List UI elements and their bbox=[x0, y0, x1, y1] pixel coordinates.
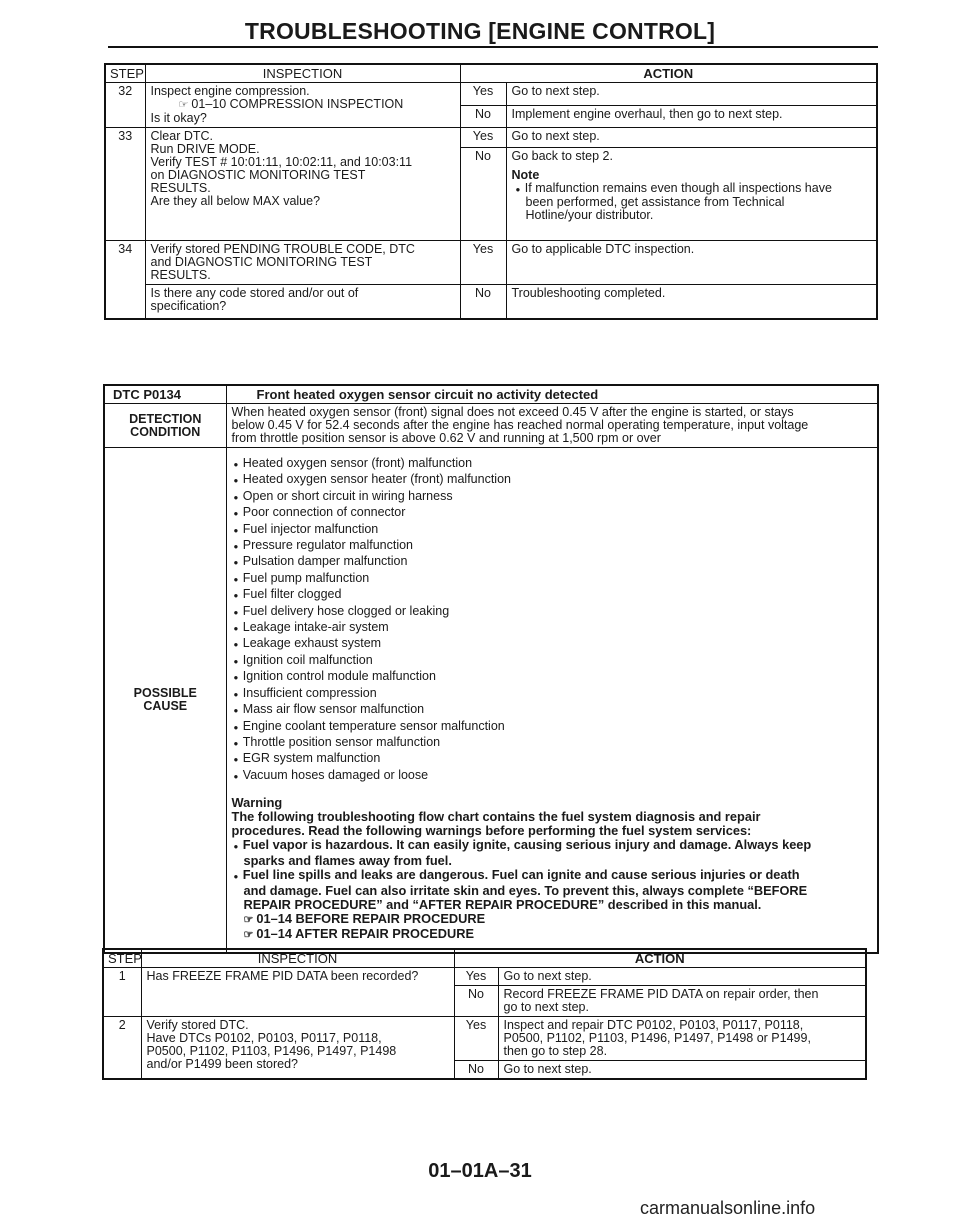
no-label: No bbox=[460, 105, 506, 128]
step-number: 33 bbox=[105, 128, 145, 241]
steps-table-1 bbox=[104, 63, 878, 320]
note-title: Note bbox=[511, 168, 540, 182]
yes-action: Go to next step. bbox=[506, 128, 877, 148]
table-header-row bbox=[103, 949, 866, 968]
no-label: No bbox=[460, 148, 506, 241]
inspection-header: INSPECTION bbox=[141, 949, 454, 968]
detection-row bbox=[104, 404, 878, 448]
list-item: ● Vacuum hoses damaged or loose bbox=[232, 768, 873, 784]
dtc-header-row bbox=[104, 385, 878, 404]
action-header: ACTION bbox=[460, 64, 877, 83]
list-item: ● Leakage exhaust system bbox=[232, 636, 873, 652]
no-action: Go back to step 2. bbox=[511, 149, 613, 163]
no-label: No bbox=[460, 285, 506, 319]
list-item: ● Throttle position sensor malfunction bbox=[232, 735, 873, 751]
list-item: ● Heated oxygen sensor heater (front) malfunction bbox=[232, 472, 873, 488]
list-item: ● Fuel delivery hose clogged or leaking bbox=[232, 604, 873, 620]
list-item: ● Engine coolant temperature sensor malfunction bbox=[232, 719, 873, 735]
inspection-cell: Verify stored DTC. Have DTCs P0102, P0103, P0117, P0118, P0500, P1102, P1103, P1496, P1497, P1498 and/or P1499 been stored? bbox=[141, 1017, 454, 1080]
list-item: ● Fuel pump malfunction bbox=[232, 571, 873, 587]
yes-label: Yes bbox=[460, 128, 506, 148]
dtc-name: Front heated oxygen sensor circuit no activity detected bbox=[226, 385, 878, 404]
no-action: Record FREEZE FRAME PID DATA on repair order, then go to next step. bbox=[498, 986, 866, 1017]
reference-link: ☞ 01–10 COMPRESSION INSPECTION bbox=[151, 98, 455, 112]
yes-label: Yes bbox=[460, 241, 506, 285]
detection-label: DETECTION CONDITION bbox=[104, 404, 226, 448]
step-header: STEP bbox=[103, 949, 141, 968]
list-item: ● Mass air flow sensor malfunction bbox=[232, 702, 873, 718]
page-code: 01–01A–31 bbox=[428, 1160, 532, 1182]
yes-action: Go to applicable DTC inspection. bbox=[506, 241, 877, 285]
table-row bbox=[103, 1017, 866, 1061]
table-row bbox=[105, 128, 877, 148]
list-item: ● Ignition coil malfunction bbox=[232, 653, 873, 669]
inspection-header: INSPECTION bbox=[145, 64, 460, 83]
title-rule bbox=[108, 46, 878, 48]
list-item: ● Ignition control module malfunction bbox=[232, 669, 873, 685]
yes-label: Yes bbox=[460, 83, 506, 106]
yes-action: Inspect and repair DTC P0102, P0103, P0117, P0118, P0500, P1102, P1103, P1496, P1497, P1498 or P1499, then go to step 28. bbox=[498, 1017, 866, 1061]
table-row bbox=[105, 285, 877, 319]
list-item: ● Pulsation damper malfunction bbox=[232, 554, 873, 570]
no-action: Troubleshooting completed. bbox=[506, 285, 877, 319]
yes-label: Yes bbox=[454, 1017, 498, 1061]
yes-action: Go to next step. bbox=[506, 83, 877, 106]
no-action: Implement engine overhaul, then go to next step. bbox=[506, 105, 877, 128]
table-header-row bbox=[105, 64, 877, 83]
reference-link: ☞ 01–14 AFTER REPAIR PROCEDURE bbox=[232, 927, 873, 942]
step-number: 32 bbox=[105, 83, 145, 128]
list-item: ● Insufficient compression bbox=[232, 686, 873, 702]
warning-block: Warning The following troubleshooting flow chart contains the fuel system diagnosis and repair procedures. Read the following warnings before performing the fuel system services: ● Fuel vapor is hazardous. It can easily ignite, causing serious injury and damage. Always keep sparks and flames away from fuel. ● Fuel line spills and leaks are dangerous. Fuel can ignite and cause serious injuries or death and damage. Fuel can also irritate skin and eyes. To prevent this, always complete “BEFORE REPAIR PROCEDURE” and “AFTER REPAIR PROCEDURE” described in this manual. ☞ 01–14 BEFORE REPAIR PROCEDURE ☞ 01–14 AFTER REPAIR PROCEDURE bbox=[232, 796, 873, 942]
no-action-cell: Go back to step 2. Note ● If malfunction remains even though all inspections have been performed, get assistance from Technical Hotline/your distributor. bbox=[506, 148, 877, 241]
step-number: 1 bbox=[103, 968, 141, 1017]
watermark: carmanualsonline.info bbox=[640, 1198, 816, 1218]
cause-row bbox=[104, 448, 878, 954]
cause-list bbox=[232, 456, 873, 784]
yes-label: Yes bbox=[454, 968, 498, 986]
note-text: ● If malfunction remains even though all inspections have bbox=[512, 182, 872, 196]
no-label: No bbox=[454, 1061, 498, 1080]
list-item: ● Leakage intake-air system bbox=[232, 620, 873, 636]
list-item: ● EGR system malfunction bbox=[232, 751, 873, 767]
cause-cell bbox=[226, 448, 878, 954]
table-row bbox=[103, 968, 866, 986]
list-item: ● Fuel injector malfunction bbox=[232, 522, 873, 538]
list-item: ● Fuel filter clogged bbox=[232, 587, 873, 603]
table-row bbox=[105, 83, 877, 106]
list-item: ● Open or short circuit in wiring harness bbox=[232, 489, 873, 505]
step-header: STEP bbox=[105, 64, 145, 83]
steps-table-2 bbox=[102, 948, 867, 1080]
list-item: ● Poor connection of connector bbox=[232, 505, 873, 521]
inspection-cell: Verify stored PENDING TROUBLE CODE, DTC and DIAGNOSTIC MONITORING TEST RESULTS. bbox=[145, 241, 460, 285]
inspection-cell: Is there any code stored and/or out of specification? bbox=[145, 285, 460, 319]
inspection-cell: Has FREEZE FRAME PID DATA been recorded? bbox=[141, 968, 454, 1017]
step-number: 2 bbox=[103, 1017, 141, 1080]
dtc-code: DTC P0134 bbox=[104, 385, 226, 404]
table-row bbox=[105, 241, 877, 285]
list-item: ● Heated oxygen sensor (front) malfunction bbox=[232, 456, 873, 472]
page-title: TROUBLESHOOTING [ENGINE CONTROL] bbox=[244, 18, 716, 44]
no-label: No bbox=[454, 986, 498, 1017]
detection-text: When heated oxygen sensor (front) signal does not exceed 0.45 V after the engine is started, or stays below 0.45 V for 52.4 seconds after the engine has reached normal operating temperature, input voltage from throttle position sensor is above 0.62 V and running at 1,500 rpm or over bbox=[226, 404, 878, 448]
action-header: ACTION bbox=[454, 949, 866, 968]
cause-label: POSSIBLE CAUSE bbox=[104, 448, 226, 954]
warning-title: Warning bbox=[231, 795, 283, 811]
dtc-table bbox=[103, 384, 879, 954]
inspection-cell: Clear DTC. Run DRIVE MODE. Verify TEST # 10:01:11, 10:02:11, and 10:03:11 on DIAGNOSTIC MONITORING TEST RESULTS. Are they all below MAX value? bbox=[145, 128, 460, 241]
inspection-cell: Inspect engine compression. ☞ 01–10 COMPRESSION INSPECTION Is it okay? bbox=[145, 83, 460, 128]
no-action: Go to next step. bbox=[498, 1061, 866, 1080]
list-item: ● Pressure regulator malfunction bbox=[232, 538, 873, 554]
yes-action: Go to next step. bbox=[498, 968, 866, 986]
reference-link: ☞ 01–14 BEFORE REPAIR PROCEDURE bbox=[232, 912, 873, 927]
step-number: 34 bbox=[105, 241, 145, 319]
